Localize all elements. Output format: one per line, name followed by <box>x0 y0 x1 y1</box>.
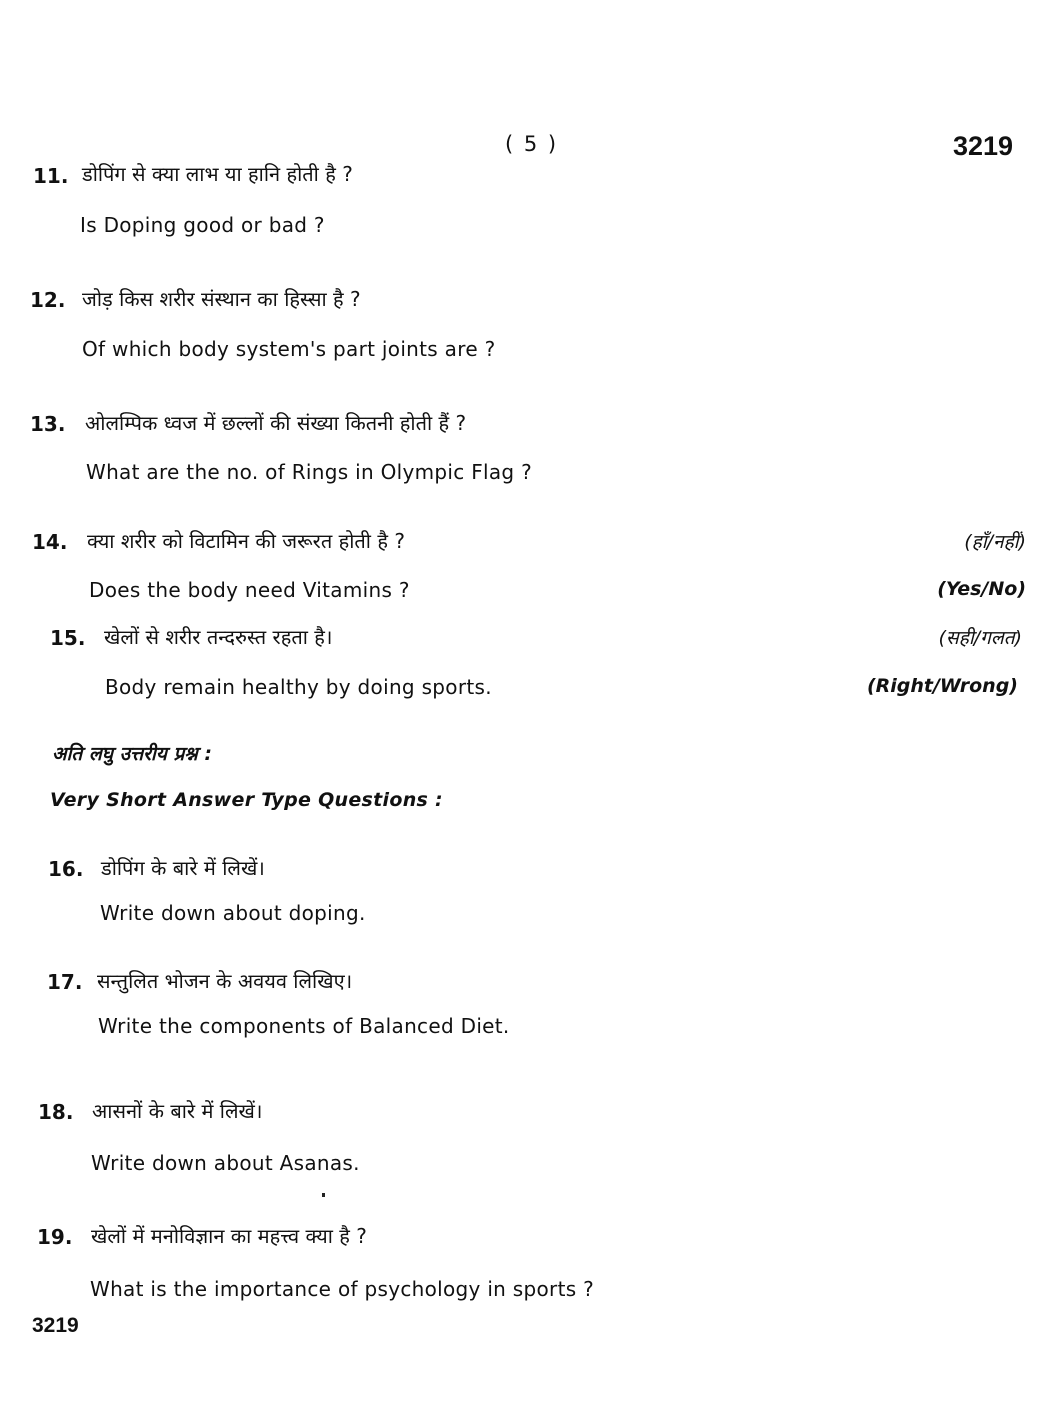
question-number: 13. <box>30 412 66 436</box>
question-english: Is Doping good or bad ? <box>80 213 325 237</box>
question-number: 14. <box>32 530 68 554</box>
scan-speck <box>322 1193 325 1197</box>
answer-option-hindi: (हाँ/नहीं) <box>964 531 1026 553</box>
paper-code-top: 3219 <box>953 131 1014 161</box>
question-hindi: डोपिंग से क्या लाभ या हानि होती है ? <box>82 162 353 186</box>
question-english: What is the importance of psychology in sports ? <box>90 1277 595 1301</box>
question-english: What are the no. of Rings in Olympic Flag ? <box>86 460 532 484</box>
question-english: Write the components of Balanced Diet. <box>98 1014 510 1038</box>
question-hindi: सन्तुलित भोजन के अवयव लिखिए। <box>97 969 353 993</box>
question-hindi: ओलम्पिक ध्वज में छल्लों की संख्या कितनी होती हैं ? <box>85 411 467 435</box>
answer-option-hindi: (सही/गलत) <box>938 627 1022 649</box>
section-heading-english: Very Short Answer Type Questions : <box>50 789 443 811</box>
question-english: Body remain healthy by doing sports. <box>105 675 492 699</box>
paper-code-bottom: 3219 <box>32 1314 79 1337</box>
question-number: 16. <box>48 857 84 881</box>
question-number: 19. <box>37 1225 73 1249</box>
question-number: 11. <box>33 164 69 188</box>
question-hindi: खेलों में मनोविज्ञान का महत्त्व क्या है ? <box>91 1224 367 1248</box>
question-number: 18. <box>38 1100 74 1124</box>
section-heading-hindi: अति लघु उत्तरीय प्रश्न : <box>52 743 212 765</box>
question-hindi: आसनों के बारे में लिखें। <box>92 1099 263 1123</box>
question-number: 15. <box>50 626 86 650</box>
question-english: Does the body need Vitamins ? <box>89 578 410 602</box>
question-hindi: डोपिंग के बारे में लिखें। <box>101 856 265 880</box>
answer-option-english: (Yes/No) <box>937 578 1026 600</box>
page-number: ( 5 ) <box>505 132 559 156</box>
question-number: 17. <box>47 970 83 994</box>
question-hindi: जोड़ किस शरीर संस्थान का हिस्सा है ? <box>82 287 361 311</box>
question-english: Of which body system's part joints are ? <box>82 337 496 361</box>
question-hindi: खेलों से शरीर तन्दरुस्त रहता है। <box>104 625 333 649</box>
answer-option-english: (Right/Wrong) <box>866 675 1018 697</box>
question-english: Write down about Asanas. <box>91 1151 360 1175</box>
question-number: 12. <box>30 288 66 312</box>
question-hindi: क्या शरीर को विटामिन की जरूरत होती है ? <box>87 529 405 553</box>
question-english: Write down about doping. <box>100 901 366 925</box>
